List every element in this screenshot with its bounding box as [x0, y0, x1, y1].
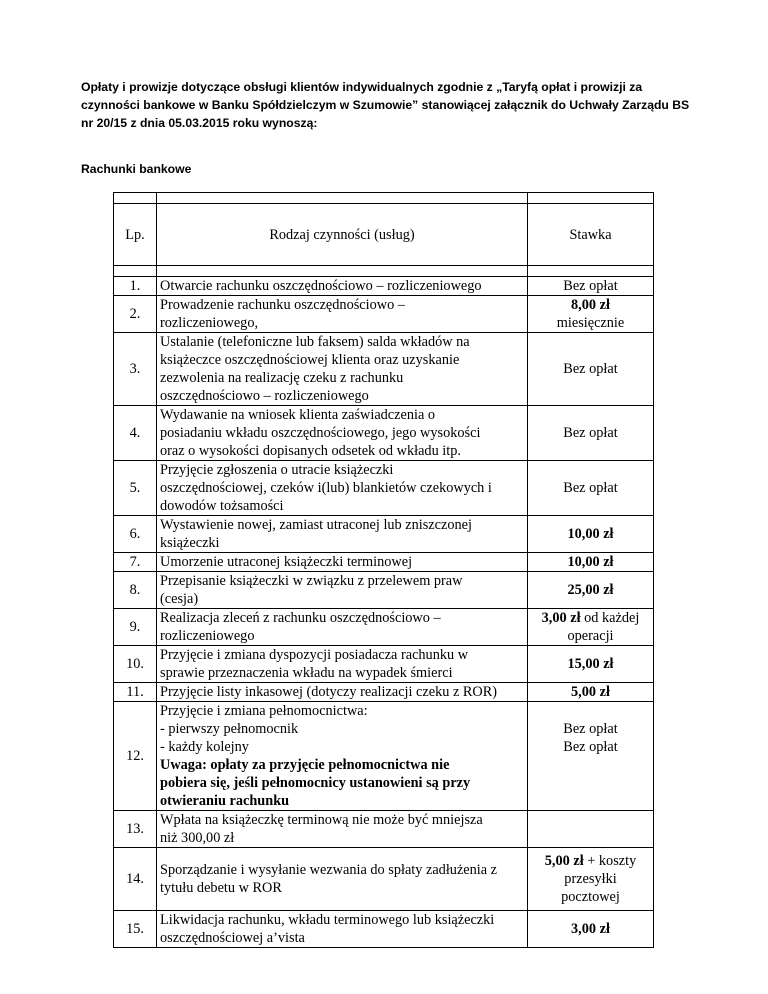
desc-line: Przepisanie książeczki w związku z przelewem praw [160, 573, 463, 589]
row-lp: 5. [114, 461, 157, 516]
row-desc [157, 848, 528, 911]
fees-table [113, 192, 654, 948]
desc-line: oszczędnościowej, czeków i(lub) blankietów czekowych i [160, 480, 492, 496]
fee-suffix: + koszty [583, 853, 637, 869]
row-desc [157, 811, 528, 848]
row-fee [528, 702, 654, 811]
table-header-spacer [114, 266, 654, 277]
row-fee [528, 296, 654, 333]
table-row [114, 516, 654, 553]
header-fee: Stawka [528, 204, 654, 266]
row-fee: Bez opłat [528, 461, 654, 516]
row-lp: 15. [114, 911, 157, 948]
row-fee: Bez opłat [528, 333, 654, 406]
desc-line: Wpłata na książeczkę terminową nie może być mniejsza [160, 812, 483, 828]
row-lp: 9. [114, 609, 157, 646]
row-fee: 3,00 zł [528, 911, 654, 948]
desc-line: Sporządzanie i wysyłanie wezwania do spłaty zadłużenia z [160, 862, 498, 878]
table-row [114, 461, 654, 516]
row-lp: 11. [114, 683, 157, 702]
desc-line: Wydawanie na wniosek klienta zaświadczenia o [160, 407, 436, 423]
fee-line: Bez opłat [563, 739, 618, 755]
row-desc [157, 406, 528, 461]
row-desc [157, 516, 528, 553]
desc-line: książeczki [160, 535, 220, 551]
header-lp: Lp. [114, 204, 157, 266]
desc-line: oszczędnościowo – rozliczeniowego [160, 388, 369, 404]
note-line: otwieraniu rachunku [160, 793, 290, 809]
row-fee: 10,00 zł [528, 516, 654, 553]
row-lp: 12. [114, 702, 157, 811]
desc-line: rozliczeniowego, [160, 315, 259, 331]
desc-line: posiadaniu wkładu oszczędnościowego, jego wysokości [160, 425, 481, 441]
table-row [114, 277, 654, 296]
row-desc [157, 296, 528, 333]
row-desc [157, 461, 528, 516]
desc-line: książeczce oszczędnościowej klienta oraz uzyskanie [160, 352, 460, 368]
table-row [114, 811, 654, 848]
desc-line: tytułu debetu w ROR [160, 880, 282, 896]
table-row [114, 702, 654, 811]
row-fee: 25,00 zł [528, 572, 654, 609]
fee-amount: 8,00 zł [571, 297, 610, 313]
desc-line: Likwidacja rachunku, wkładu terminowego lub książeczki [160, 912, 495, 928]
table-row [114, 683, 654, 702]
table-row [114, 406, 654, 461]
desc-line: Przyjęcie i zmiana dyspozycji posiadacza rachunku w [160, 647, 469, 663]
fee-suffix: od każdej [580, 610, 640, 626]
fee-line: przesyłki [564, 871, 617, 887]
fee-line: Bez opłat [563, 721, 618, 737]
row-fee [528, 609, 654, 646]
row-lp: 3. [114, 333, 157, 406]
intro-paragraph: Opłaty i prowizje dotyczące obsługi klientów indywidualnych zgodnie z „Taryfą opłat i prowizji za czynności bankowe w Banku Spółdzielczym w Szumowie” stanowiącej załącznik do Uchwały Zarządu BS nr 20/15 z dnia 05.03.2015 roku wynoszą: [81, 80, 690, 130]
row-fee: Bez opłat [528, 277, 654, 296]
desc-line: - każdy kolejny [160, 739, 249, 755]
row-lp: 6. [114, 516, 157, 553]
row-lp: 7. [114, 553, 157, 572]
desc-line: - pierwszy pełnomocnik [160, 721, 299, 737]
desc-line: zezwolenia na realizację czeku z rachunku [160, 370, 404, 386]
row-fee: 15,00 zł [528, 646, 654, 683]
fee-amount: 3,00 zł [541, 610, 581, 626]
table-row [114, 572, 654, 609]
desc-line: (cesja) [160, 591, 199, 607]
desc-line: Ustalanie (telefoniczne lub faksem) salda wkładów na [160, 334, 470, 350]
row-desc [157, 683, 528, 702]
fee-amount: 5,00 zł [544, 853, 584, 869]
desc-line: Prowadzenie rachunku oszczędnościowo – [160, 297, 405, 313]
note-line: pobiera się, jeśli pełnomocnicy ustanowieni są przy [160, 775, 471, 791]
desc-line: Wystawienie nowej, zamiast utraconej lub zniszczonej [160, 517, 472, 533]
desc-line: oraz o wysokości dopisanych odsetek od wkładu itp. [160, 443, 461, 459]
row-lp: 4. [114, 406, 157, 461]
row-fee: 5,00 zł [528, 683, 654, 702]
desc-line: Przyjęcie zgłoszenia o utracie książeczki [160, 462, 394, 478]
row-lp: 10. [114, 646, 157, 683]
fee-line: pocztowej [561, 889, 620, 905]
row-lp: 8. [114, 572, 157, 609]
row-desc [157, 572, 528, 609]
desc-line: sprawie przeznaczenia wkładu na wypadek śmierci [160, 665, 453, 681]
table-row [114, 911, 654, 948]
desc-line: niż 300,00 zł [160, 830, 235, 846]
fee-unit: miesięcznie [556, 315, 625, 331]
table-row [114, 553, 654, 572]
section-title: Rachunki bankowe [81, 162, 192, 176]
row-desc [157, 277, 528, 296]
desc-line: Przyjęcie listy inkasowej (dotyczy realizacji czeku z ROR) [160, 684, 498, 700]
header-desc: Rodzaj czynności (usług) [157, 204, 528, 266]
table-row [114, 609, 654, 646]
desc-line: oszczędnościowej a’vista [160, 930, 305, 946]
row-desc [157, 609, 528, 646]
row-desc [157, 646, 528, 683]
desc-line: Otwarcie rachunku oszczędnościowo – rozliczeniowego [160, 278, 482, 294]
fee-unit: operacji [567, 628, 614, 644]
row-desc [157, 911, 528, 948]
desc-line: Realizacja zleceń z rachunku oszczędnościowo – [160, 610, 441, 626]
row-lp: 1. [114, 277, 157, 296]
note-line: Uwaga: opłaty za przyjęcie pełnomocnictwa nie [160, 757, 450, 773]
desc-line: Przyjęcie i zmiana pełnomocnictwa: [160, 703, 368, 719]
table-row [114, 848, 654, 911]
desc-line: dowodów tożsamości [160, 498, 284, 514]
row-fee [528, 848, 654, 911]
table-row [114, 296, 654, 333]
row-lp: 2. [114, 296, 157, 333]
row-fee [528, 811, 654, 848]
table-row [114, 333, 654, 406]
table-header-row [114, 204, 654, 266]
row-fee: Bez opłat [528, 406, 654, 461]
row-fee: 10,00 zł [528, 553, 654, 572]
row-desc [157, 553, 528, 572]
desc-line: Umorzenie utraconej książeczki terminowej [160, 554, 413, 570]
table-row [114, 646, 654, 683]
row-lp: 13. [114, 811, 157, 848]
table-top-spacer [114, 193, 654, 204]
row-desc [157, 333, 528, 406]
desc-line: rozliczeniowego [160, 628, 255, 644]
row-lp: 14. [114, 848, 157, 911]
row-desc [157, 702, 528, 811]
